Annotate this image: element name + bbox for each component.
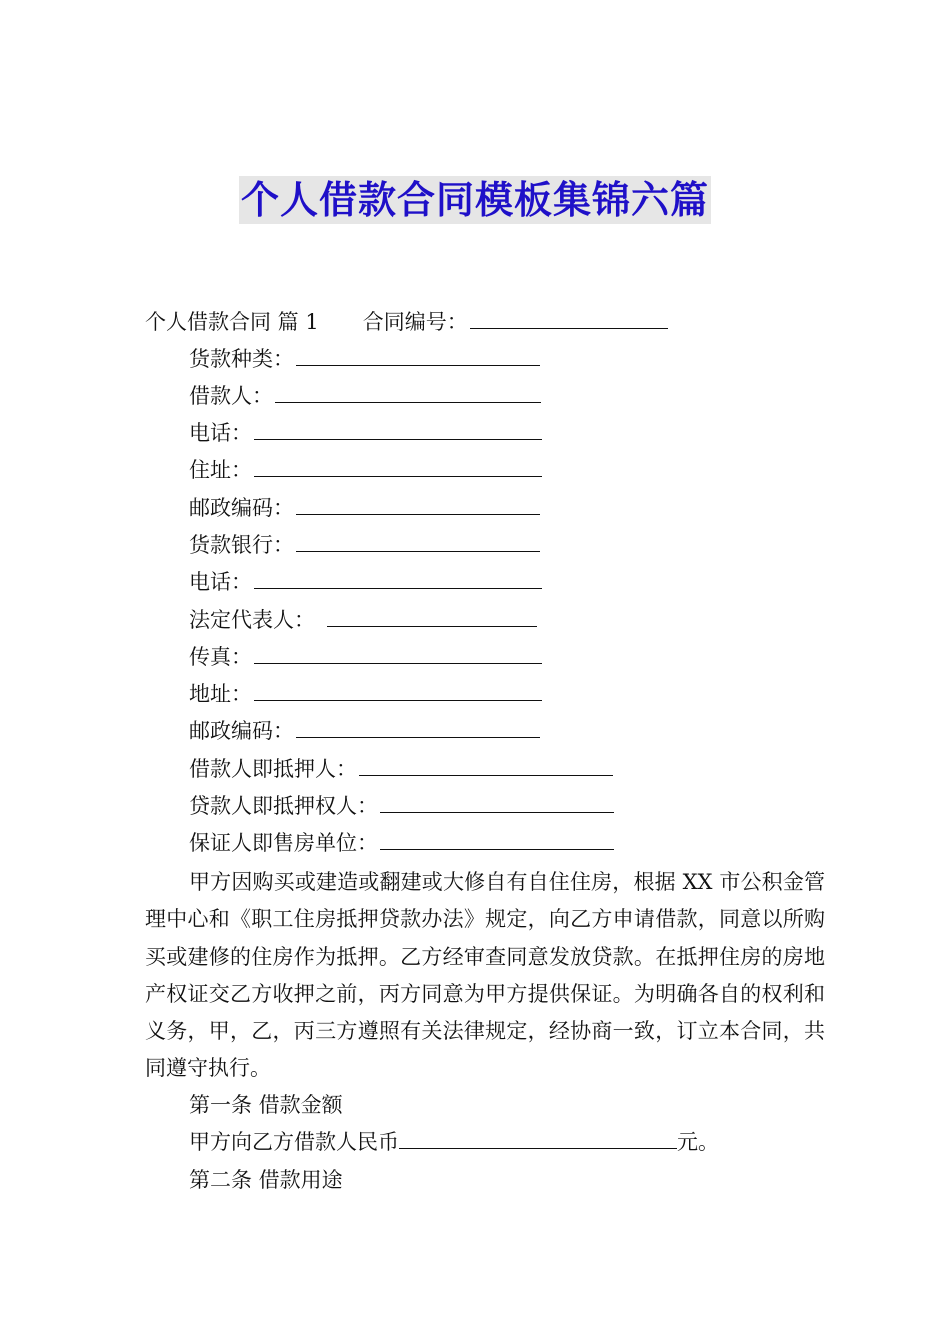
field-blank	[296, 345, 540, 366]
field-label: 邮政编码：	[189, 719, 294, 743]
article-1-text-after: 元。	[677, 1130, 719, 1154]
field-label: 保证人即售房单位：	[189, 831, 378, 855]
field-line	[189, 829, 614, 857]
field-blank	[254, 419, 542, 440]
field-label: 借款人即抵押人：	[189, 757, 357, 781]
field-label: 借款人：	[189, 384, 273, 408]
field-line	[189, 606, 537, 634]
field-label: 电话：	[189, 421, 252, 445]
article-1-text-before: 甲方向乙方借款人民币	[189, 1130, 399, 1154]
field-blank	[275, 382, 541, 403]
field-blank	[380, 792, 614, 813]
document-title: 个人借款合同模板集锦六篇	[240, 178, 709, 222]
field-blank	[254, 456, 542, 477]
title-container	[0, 176, 950, 224]
field-line	[189, 643, 542, 671]
field-label: 货款银行：	[189, 533, 294, 557]
field-blank	[254, 568, 542, 589]
doc-label: 个人借款合同 篇 1	[145, 310, 319, 334]
field-label: 电话：	[189, 570, 252, 594]
field-line	[189, 792, 614, 820]
field-blank	[296, 531, 540, 552]
article-1-heading: 第一条 借款金额	[189, 1093, 343, 1117]
body-paragraph: 甲方因购买或建造或翻建或大修自有自住住房，根据 XX 市公积金管理中心和《职工住房抵押贷款办法》规定，向乙方申请借款，同意以所购买或建修的住房作为抵押。乙方经审查同意发放贷款。在抵押住房的房地产权证交乙方收押之前，丙方同意为甲方提供保证。为明确各自的权利和义务，甲，乙，丙三方遵照有关法律规定，经协商一致，订立本合同，共同遵守执行。	[145, 870, 825, 1081]
field-line	[189, 456, 542, 484]
field-label: 贷款人即抵押权人：	[189, 794, 378, 818]
field-label: 货款种类：	[189, 347, 294, 371]
amount-blank	[399, 1128, 677, 1149]
field-blank	[254, 643, 542, 664]
field-blank	[254, 680, 542, 701]
contract-no-label: 合同编号：	[362, 310, 468, 334]
field-blank	[327, 606, 537, 627]
field-label: 地址：	[189, 682, 252, 706]
field-line	[189, 568, 542, 596]
field-label: 住址：	[189, 458, 252, 482]
field-line	[189, 419, 542, 447]
field-label: 邮政编码：	[189, 496, 294, 520]
header-line	[145, 308, 668, 336]
field-blank	[296, 494, 540, 515]
field-line	[189, 494, 540, 522]
article-2-heading: 第二条 借款用途	[189, 1168, 343, 1192]
field-label: 传真：	[189, 645, 252, 669]
field-blank	[296, 717, 540, 738]
field-line	[189, 717, 540, 745]
contract-no-blank	[470, 308, 668, 329]
field-line	[189, 345, 540, 373]
article-1-text	[189, 1128, 719, 1156]
field-line	[189, 531, 540, 559]
field-blank	[359, 755, 613, 776]
field-line	[189, 680, 542, 708]
field-blank	[380, 829, 614, 850]
field-label: 法定代表人：	[189, 608, 315, 632]
field-line	[189, 755, 613, 783]
field-line	[189, 382, 541, 410]
